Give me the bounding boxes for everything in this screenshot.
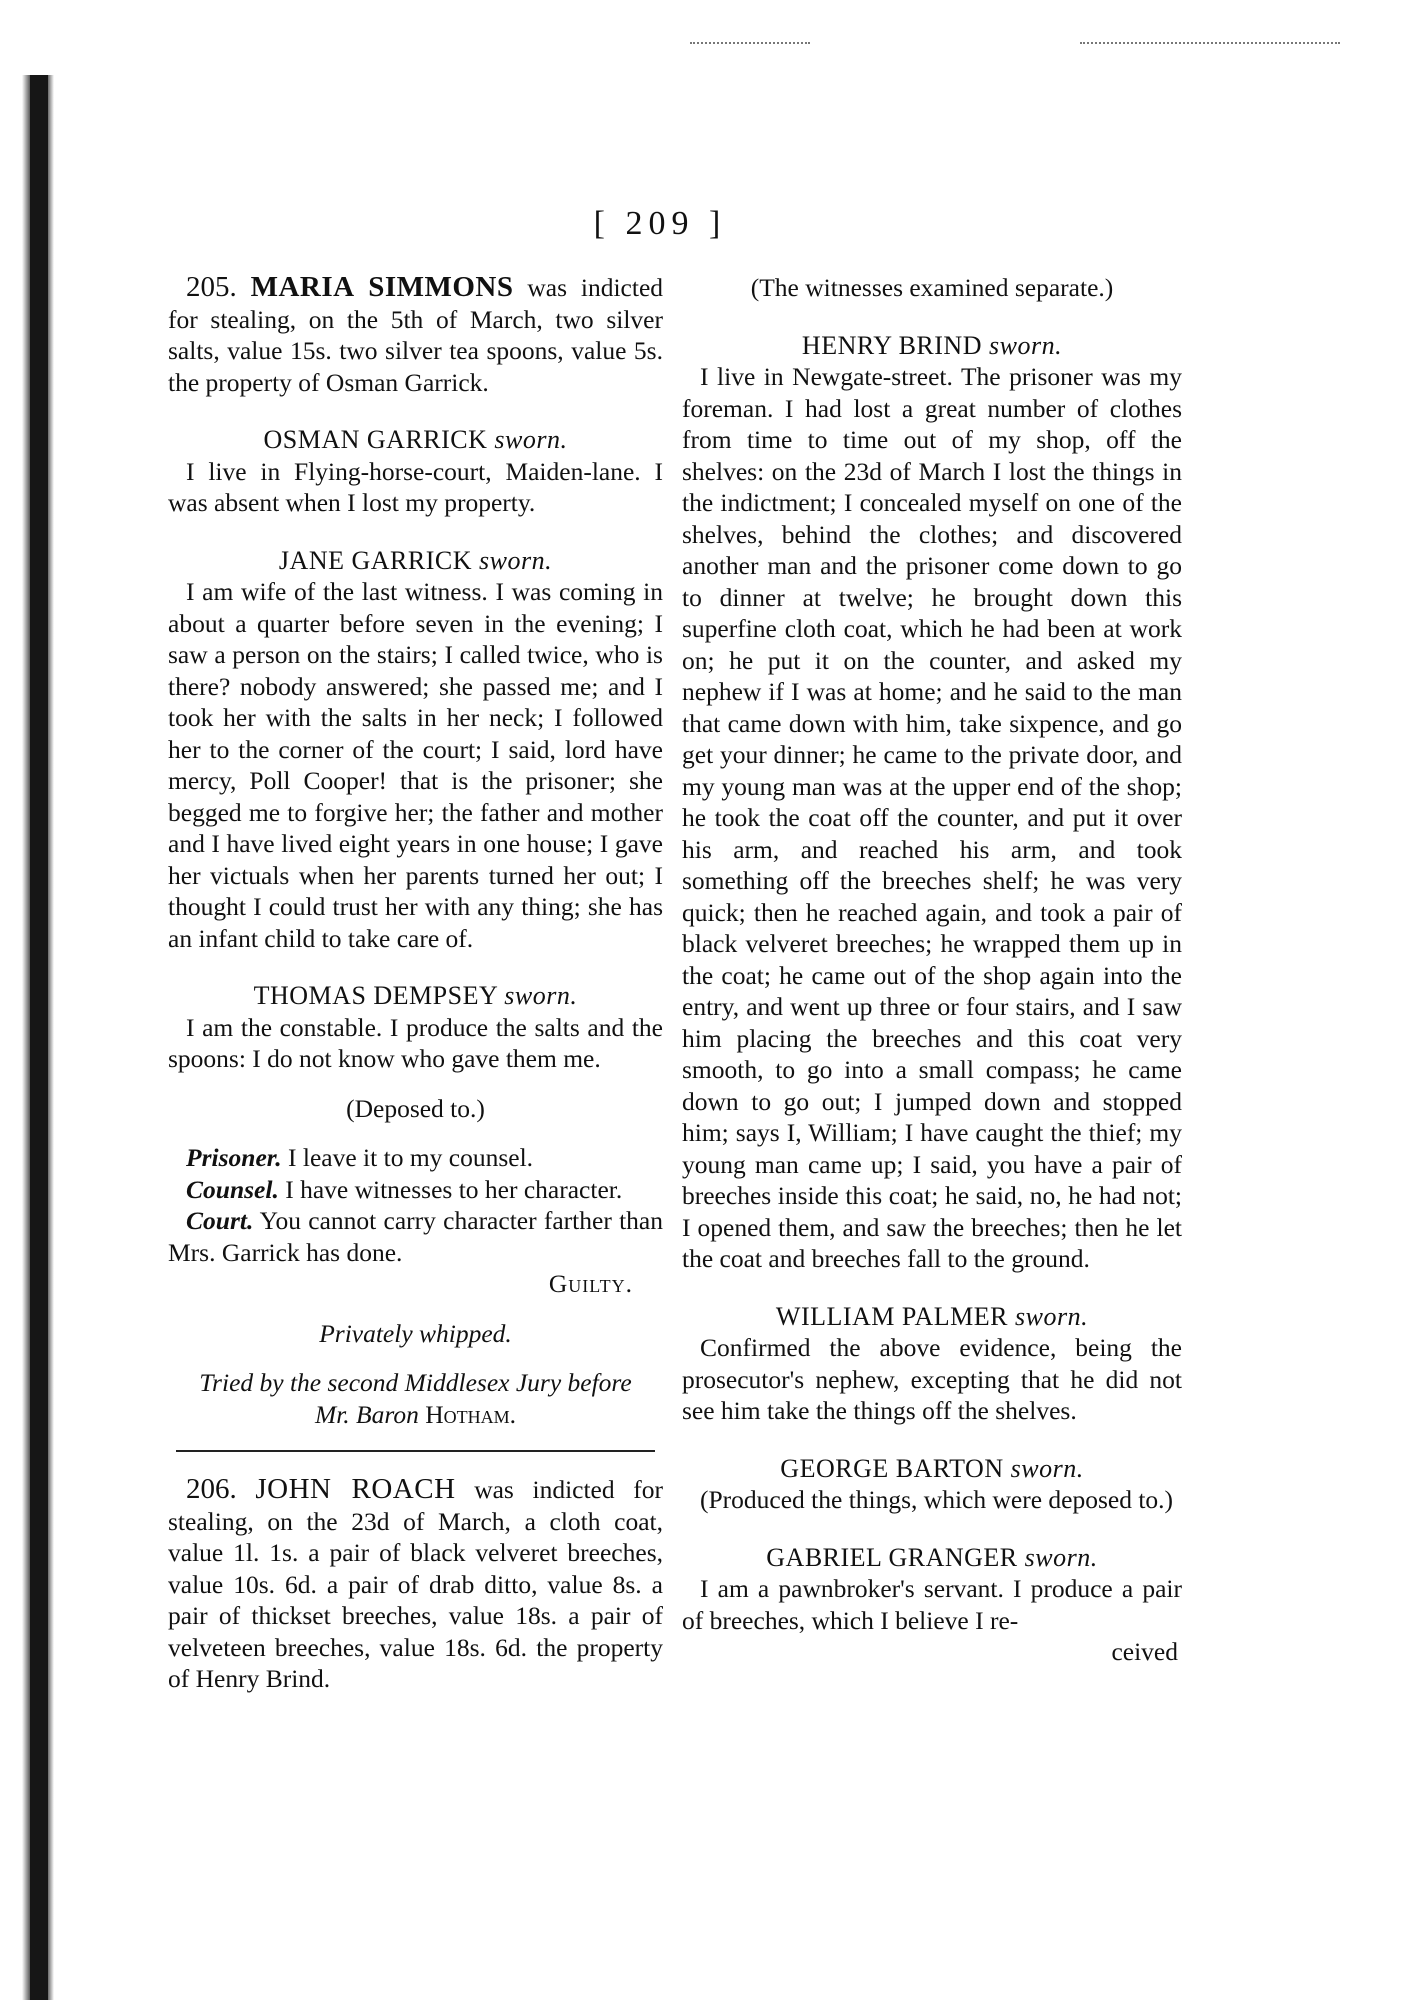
counsel-statement <box>168 1174 663 1206</box>
sworn-label: sworn. <box>1010 1453 1084 1483</box>
deposed-note: (Deposed to.) <box>346 1093 485 1123</box>
right-column <box>682 272 1182 1668</box>
speaker-label: Counsel. <box>186 1174 279 1204</box>
section-divider <box>176 1450 655 1452</box>
sworn-label: sworn. <box>479 545 553 575</box>
trial-note-line2 <box>168 1399 663 1431</box>
statement-text: You cannot carry character farther than Mrs. Garrick has done. <box>168 1206 663 1267</box>
testimony: I live in Newgate-street. The prisoner was my foreman. I had lost a great number of clothes from time to time out of my shop, off the shelves: on the 23d of March I lost the things in the indictment; I concealed myself on one of the shelves, behind the clothes; and discovered another man and the prisoner come down to go to dinner at twelve; he brought down this superfine cloth coat, which he had been at work on; he put it on the counter, and asked my nephew if I was at home; and he said to the man that came down with him, take sixpence, and go get your dinner; he came to the private door, and my young man was at the upper end of the shop; he took the coat off the counter, and put it over his arm, and reached his arm, and took something off the breeches shelf; he was very quick; then he reached again, and took a pair of black velveret breeches; he wrapped them up in the coat; he came out of the shop again into the entry, and went up three or four stairs, and I saw him placing the breeches and this coat very smooth, to go into a small compass; he came down to go out; I jumped down and stopped him; says I, William; I have caught the thief; my young man came up; I said, you have a pair of breeches inside this coat; he said, no, he had not; I opened them, and saw the breeches; then he let the coat and breeches fall to the ground. <box>682 362 1182 1273</box>
scan-smudge <box>1080 42 1340 50</box>
witness-name: OSMAN GARRICK <box>263 425 488 454</box>
testimony: I am wife of the last witness. I was coming in about a quarter before seven in the evening; I saw a person on the stairs; I called twice, who is there? nobody answered; she passed me; and I took her with the salts in her neck; I followed her to the corner of the court; I said, lord have mercy, Poll Cooper! that is the prisoner; she begged me to forgive her; the father and mother and I have lived eight years in one house; I gave her victuals when her parents turned her out; I thought I could trust her with any thing; she has an infant child to take care of. <box>168 577 663 953</box>
testimony: Confirmed the above evidence, being the prosecutor's nephew, excepting that he did not see him take the things off the shelves. <box>682 1333 1182 1425</box>
judge-name: Hotham. <box>425 1399 517 1429</box>
sworn-label: sworn. <box>988 330 1063 360</box>
testimony: I am the constable. I produce the salts and the spoons: I do not know who gave them me. <box>168 1012 663 1073</box>
indictment-text: was indicted for stealing, on the 23d of March, a cloth coat, value 1l. 1s. a pair of black velveret breeches, value 10s. 6d. a pair of drab ditto, value 8s. a pair of thickset breeches, value 18s. a pair of velveteen breeches, value 18s. 6d. the property of Henry Brind. <box>168 1475 663 1693</box>
binding-shadow <box>22 75 30 2000</box>
case-number: 206. <box>186 1473 237 1505</box>
witness-heading <box>682 1301 1182 1333</box>
left-column <box>168 272 663 1695</box>
catchword: ceived <box>1111 1637 1178 1666</box>
case-206-indictment <box>168 1474 663 1695</box>
sentence: Privately whipped. <box>319 1318 512 1348</box>
witness-name: HENRY BRIND <box>801 330 982 360</box>
examination-note: (The witnesses examined separate.) <box>750 273 1114 302</box>
testimony: I live in Flying-horse-court, Maiden-lane. I was absent when I lost my property. <box>168 456 663 517</box>
trial-note-line1: Tried by the second Middlesex Jury before <box>199 1368 632 1397</box>
witness-name: GEORGE BARTON <box>780 1453 1004 1483</box>
page-number: [ 209 ] <box>593 205 727 242</box>
case-205-indictment <box>168 272 663 398</box>
speaker-label: Court. <box>186 1206 254 1235</box>
sworn-label: sworn. <box>1024 1542 1098 1572</box>
witness-heading <box>682 1542 1182 1574</box>
witness-name: JANE GARRICK <box>278 545 472 575</box>
statement-text: I leave it to my counsel. <box>288 1143 534 1172</box>
witness-name: WILLIAM PALMER <box>775 1301 1008 1331</box>
testimony: (Produced the things, which were deposed to.) <box>700 1485 1174 1514</box>
witness-heading <box>168 980 663 1012</box>
judge-title: Mr. Baron <box>314 1399 419 1429</box>
witness-name: THOMAS DEMPSEY <box>253 981 498 1010</box>
case-number: 205. <box>186 271 237 303</box>
statement-text: I have witnesses to her character. <box>285 1174 623 1204</box>
scan-smudge <box>690 42 810 50</box>
verdict: Guilty. <box>548 1269 633 1298</box>
book-spine <box>30 75 48 2000</box>
speaker-label: Prisoner. <box>186 1143 282 1172</box>
witness-heading <box>168 545 663 577</box>
court-statement <box>168 1205 663 1268</box>
witness-heading <box>168 424 663 456</box>
witness-heading <box>682 330 1182 362</box>
witness-heading <box>682 1453 1182 1485</box>
defendant-name: MARIA SIMMONS <box>250 271 514 303</box>
defendant-name: JOHN ROACH <box>255 1473 456 1505</box>
prisoner-statement <box>168 1142 663 1174</box>
witness-name: GABRIEL GRANGER <box>766 1542 1018 1572</box>
sworn-label: sworn. <box>1015 1301 1089 1331</box>
testimony: I am a pawnbroker's servant. I produce a pair of breeches, which I believe I re- <box>682 1574 1182 1635</box>
sworn-label: sworn. <box>504 981 578 1010</box>
binding-edge <box>48 75 54 2000</box>
sworn-label: sworn. <box>494 425 568 454</box>
indictment-text: was indicted for stealing, on the 5th of March, two silver salts, value 15s. two silver tea spoons, value 5s. the property of Osman Garrick. <box>168 273 664 397</box>
